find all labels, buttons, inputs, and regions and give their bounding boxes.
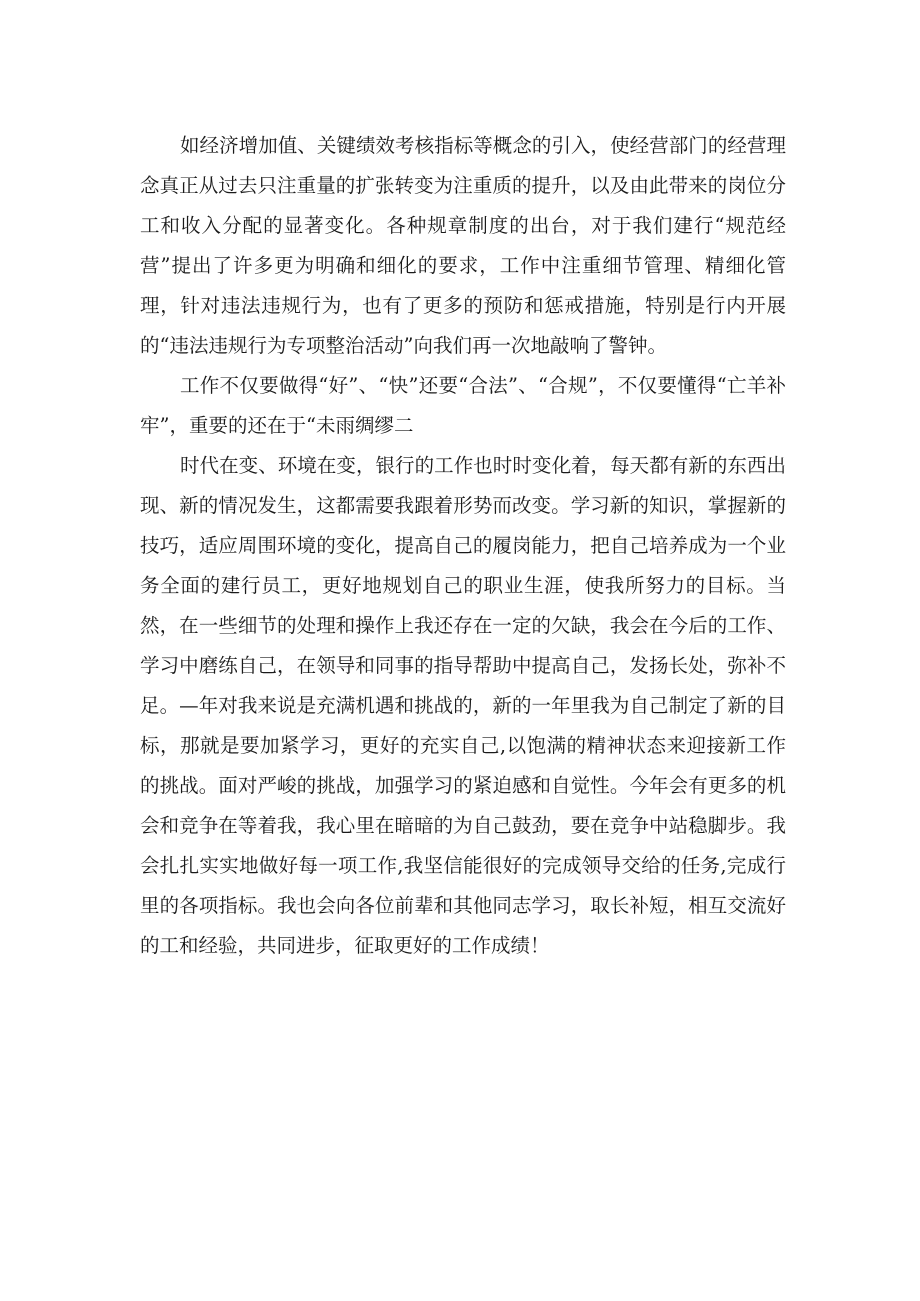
paragraph-3: 时代在变、环境在变，银行的工作也时时变化着，每天都有新的东西出现、新的情况发生，这都需要我跟着形势而改变。学习新的知识，掌握新的技巧，适应周围环境的变化，提高自己的履岗能力，把自己培养成为一个业务全面的建行员工，更好地规划自己的职业生涯，使我所努力的目标。当然，在一些细节的处理和操作上我还存在一定的欠缺，我会在今后的工作、学习中磨练自己，在领导和同事的指导帮助中提高自己，发扬长处，弥补不足。—年对我来说是充满机遇和挑战的，新的一年里我为自己制定了新的目标，那就是要加紧学习，更好的充实自己,以饱满的精神状态来迎接新工作的挑战。面对严峻的挑战，加强学习的紧迫感和自觉性。今年会有更多的机会和竞争在等着我，我心里在暗暗的为自己鼓劲，要在竞争中站稳脚步。我会扎扎实实地做好每一项工作,我坚信能很好的完成领导交给的任务,完成行里的各项指标。我也会向各位前辈和其他同志学习，取长补短，相互交流好的工和经验，共同进步，征取更好的工作成绩！	[140, 454, 786, 957]
paragraph-1: 如经济增加值、关键绩效考核指标等概念的引入，使经营部门的经营理念真正从过去只注重量的扩张转变为注重质的提升，以及由此带来的岗位分工和收入分配的显著变化。各种规章制度的出台，对于我们建行“规范经营”提出了许多更为明确和细化的要求，工作中注重细节管理、精细化管理，针对违法违规行为，也有了更多的预防和惩戒措施，特别是行内开展的“违法违规行为专项整治活动”向我们再一次地敲响了警钟。	[140, 134, 786, 357]
document-body	[140, 126, 786, 966]
paragraph-2: 工作不仅要做得“好”、“快”还要“合法”、“合规”，不仅要懂得“亡羊补牢”，重要的还在于“未雨绸缪二	[140, 374, 786, 437]
